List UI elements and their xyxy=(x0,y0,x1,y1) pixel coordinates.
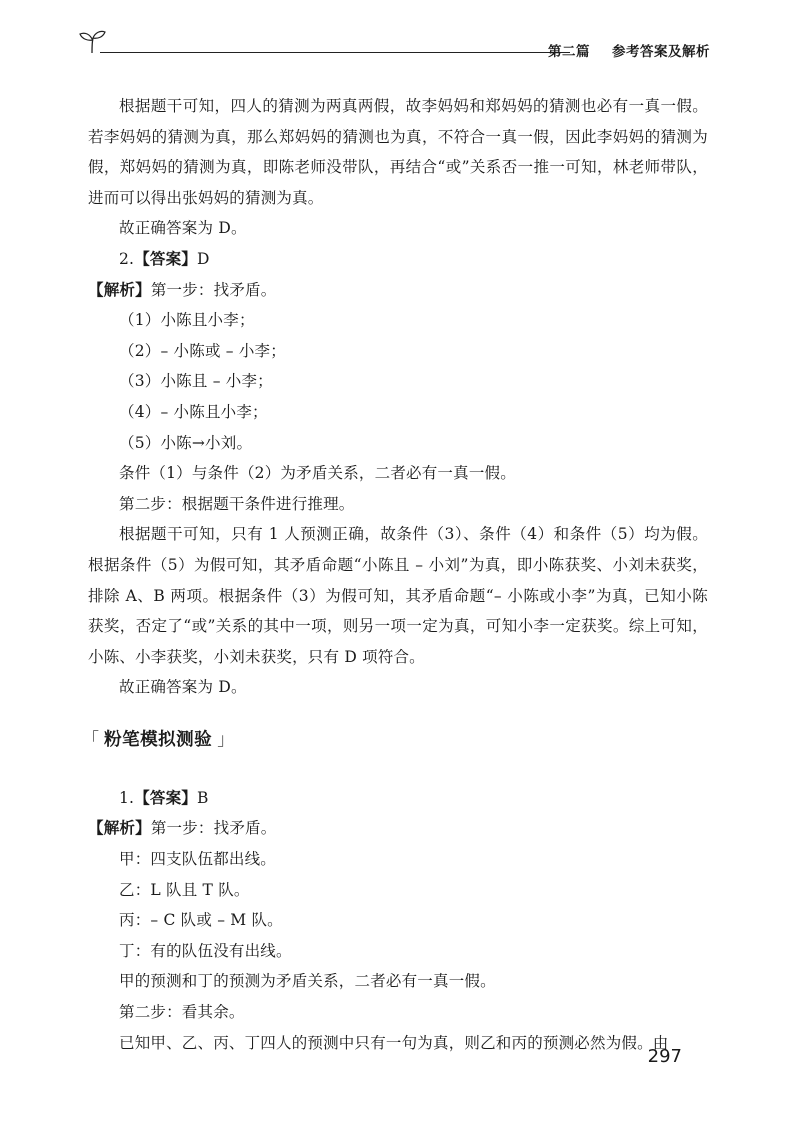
section-heading xyxy=(82,725,708,757)
running-head xyxy=(548,40,710,60)
step-text: 第二步：根据题干条件进行推理。 xyxy=(119,494,355,513)
bracket-open: 「 xyxy=(82,729,99,750)
page-header xyxy=(78,26,710,66)
answer-value: D xyxy=(197,249,210,268)
list-item: （2）– 小陈或 – 小李； xyxy=(119,341,286,360)
page-body xyxy=(82,91,708,1058)
list-item: （4）– 小陈且小李； xyxy=(119,402,268,421)
list-item: （5）小陈→小刘。 xyxy=(119,433,253,452)
paragraph: 条件（1）与条件（2）为矛盾关系，二者必有一真一假。 xyxy=(119,464,516,483)
analysis-line xyxy=(88,275,708,306)
paragraph: 甲的预测和丁的预测为矛盾关系，二者必有一真一假。 xyxy=(119,972,496,991)
part-label: 第二篇 xyxy=(548,44,590,60)
question-answer-line xyxy=(88,783,708,814)
prediction-ding: 丁：有的队伍没有出线。 xyxy=(119,941,292,960)
answer-conclusion: 故正确答案为 D。 xyxy=(119,678,247,697)
prediction-jia: 甲：四支队伍都出线。 xyxy=(119,850,277,869)
question-answer-line xyxy=(88,244,708,275)
analysis-tag: 【解析】 xyxy=(88,819,151,838)
section-title: 粉笔模拟测验 xyxy=(104,729,213,750)
paragraph: 已知甲、乙、丙、丁四人的预测中只有一句为真，则乙和丙的预测必然为假。由 xyxy=(119,1033,669,1052)
page-number: 297 xyxy=(647,1046,682,1067)
prediction-yi: 乙：L 队且 T 队。 xyxy=(119,880,250,899)
step-text: 第一步：找矛盾。 xyxy=(150,819,277,838)
answer-conclusion: 故正确答案为 D。 xyxy=(119,219,247,238)
list-item: （1）小陈且小李； xyxy=(119,311,255,330)
answer-tag: 【答案】 xyxy=(134,249,198,268)
paragraph: 根据题干可知，只有 1 人预测正确，故条件（3）、条件（4）和条件（5）均为假。根据条件（5）为假可知，其矛盾命题“小陈且 – 小刘”为真，即小陈获奖、小刘未获奖，排除 A、B 两项。根据条件（3）为假可知，其矛盾命题“– 小陈或小李”为真，已知小陈获奖，否定了“或”关系的其中一项，则另一项一定为真，可知小李一定获奖。综上可知，小陈、小李获奖，小刘未获奖，只有 D 项符合。 xyxy=(88,525,708,666)
question-number: 2. xyxy=(119,249,135,268)
answer-tag: 【答案】 xyxy=(134,788,198,807)
analysis-line xyxy=(88,813,708,844)
prediction-bing: 丙：– C 队或 – M 队。 xyxy=(119,911,283,930)
header-rule xyxy=(100,52,570,53)
step-text: 第一步：找矛盾。 xyxy=(150,280,277,299)
answer-value: B xyxy=(197,788,209,807)
step-text: 第二步：看其余。 xyxy=(119,1003,245,1022)
paragraph: 根据题干可知，四人的猜测为两真两假，故李妈妈和郑妈妈的猜测也必有一真一假。若李妈妈的猜测为真，那么郑妈妈的猜测也为真，不符合一真一假，因此李妈妈的猜测为假，郑妈妈的猜测为真，即陈老师没带队，再结合“或”关系否一推一可知，林老师带队，进而可以得出张妈妈的猜测为真。 xyxy=(88,97,708,207)
question-number: 1. xyxy=(119,788,135,807)
list-item: （3）小陈且 – 小李； xyxy=(119,372,273,391)
bracket-close: 」 xyxy=(217,729,235,750)
chapter-title: 参考答案及解析 xyxy=(612,44,710,60)
analysis-tag: 【解析】 xyxy=(88,280,151,299)
